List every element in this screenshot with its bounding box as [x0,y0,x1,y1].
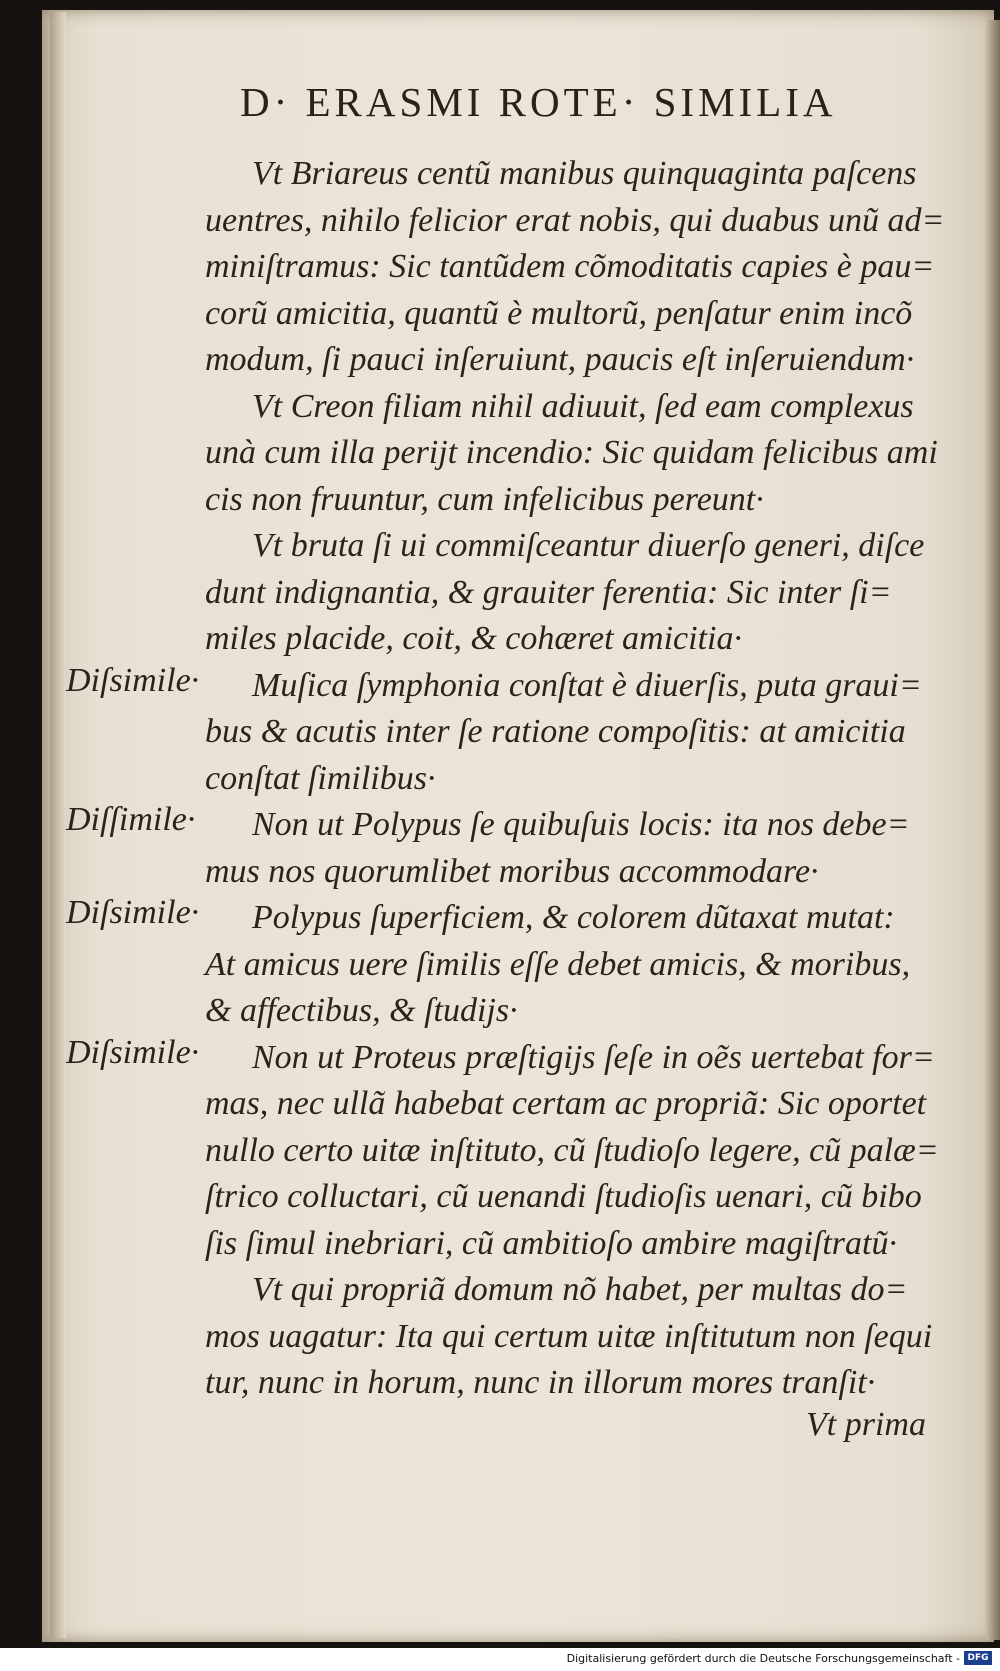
marginal-note: Diſſimile· [66,801,196,838]
text-line: Non ut Polypus ſe quibuſuis locis: ita nos debe= [252,806,910,843]
running-head: D· ERASMI ROTE· SIMILIA [240,79,837,125]
footer-credit: Digitalisierung gefördert durch die Deutsche Forschungsgemeinschaft - [566,1652,960,1665]
text-line: At amicus uere ſimilis eſſe debet amicis, & moribus, [205,945,911,983]
text-line: ſtrico colluctari, cũ uenandi ſtudioſis uenari, cũ bibo [205,1178,922,1215]
text-line: nullo certo uitæ inſtituto, cũ ſtudioſo legere, cũ palæ= [205,1131,939,1169]
catchword: Vt prima [806,1405,926,1443]
text-line: Polypus ſuperficiem, & colorem dũtaxat mutat: [252,899,895,936]
text-line: Vt qui propriã domum nõ habet, per multas do= [252,1271,908,1308]
text-line: Vt bruta ſi ui commiſceantur diuerſo generi, diſce [252,527,925,564]
text-line: modum, ſi pauci inſeruiunt, paucis eſt inſeruiendum· [205,341,915,378]
text-line: Muſica ſymphonia conſtat è diuerſis, puta graui= [252,666,922,704]
marginal-note: Diſsimile· [66,661,200,699]
text-line: mus nos quorumlibet moribus accommodare· [205,852,819,890]
text-line: conſtat ſimilibus· [205,759,436,797]
text-line: mos uagatur: Ita qui certum uitæ inſtitutum non ſequi [205,1317,933,1355]
text-line: tur, nunc in horum, nunc in illorum mores tranſit· [205,1364,876,1401]
text-line: Non ut Proteus præſtigijs ſeſe in oẽs uertebat for= [252,1038,935,1076]
text-line: Vt Creon filiam nihil adiuuit, ſed eam complexus [252,387,914,425]
page-edge [986,20,1000,1640]
text-line: bus & acutis inter ſe ratione compoſitis: at amicitia [205,713,906,750]
dfg-logo-icon: DFG [964,1651,992,1665]
text-line: unà cum illa perijt incendio: Sic quidam felicibus ami [205,434,938,471]
marginal-note: Diſsimile· [66,1033,200,1071]
text-line: miles placide, coit, & cohæret amicitia· [205,620,742,657]
text-line: cis non fruuntur, cum infelicibus pereunt· [205,480,764,518]
marginal-note: Diſsimile· [66,894,200,931]
text-line: corũ amicitia, quantũ è multorũ, penſatur enim incõ [205,294,913,332]
text-line: uentres, nihilo felicior erat nobis, qui duabus unũ ad= [205,201,945,239]
text-line: ſis ſimul inebriari, cũ ambitioſo ambire magiſtratũ· [205,1224,897,1262]
page-gutter [50,12,66,1638]
text-line: & affectibus, & ſtudijs· [205,992,518,1029]
text-line: dunt indignantia, & grauiter ferentia: Sic inter ſi= [205,573,892,611]
text-line: mas, nec ullã habebat certam ac propriã: Sic oportet [205,1085,927,1122]
text-line: miniſtramus: Sic tantũdem cõmoditatis capies è pau= [205,248,935,285]
text-line: Vt Briareus centũ manibus quinquaginta paſcens [252,155,917,192]
